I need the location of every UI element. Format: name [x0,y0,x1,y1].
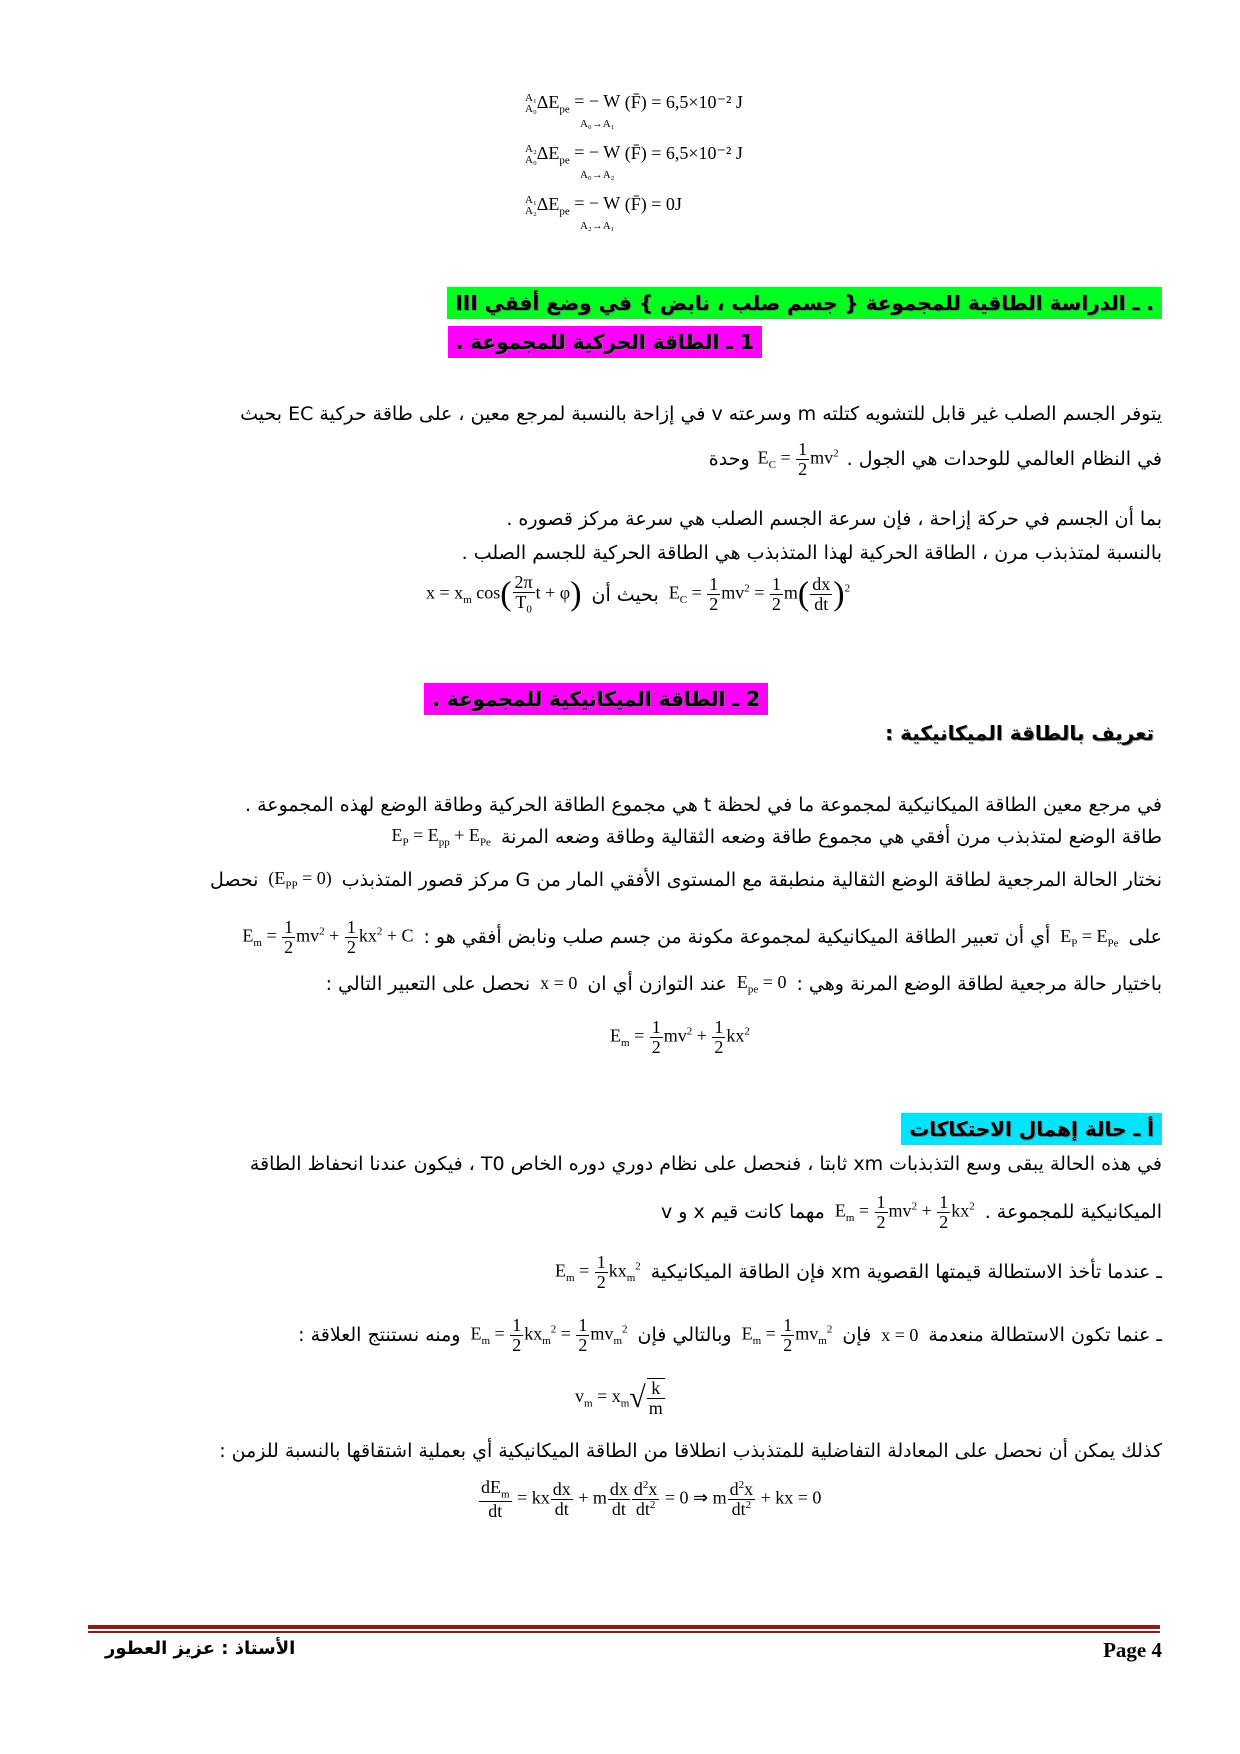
following-expression-text: نحصل على التعبير التالي : [325,972,531,995]
paragraph-elastic-oscillator: بالنسبة لمتذبذب مرن ، الطاقة الحركية لهذا المتذبذب هي الطاقة الحركية للجسم الصلب . [461,542,1162,564]
mechanical-expression-line [242,918,1162,957]
formula-x-zero-2: x = 0 [881,1324,919,1345]
therefore-text: وبالتالي فإن [637,1324,732,1347]
equation-work-a0-a1: A₁ $A_0\Delta E_{pe}$ = − W A₀→A₁ (F̄) = 6,5×10⁻² J [525,91,743,130]
equilibrium-text: عند التوازن أي ان [587,972,727,995]
subsection-1-title: 1 ـ الطاقة الحركية للمجموعة . [448,326,762,358]
formula-em-with-c: $E_m$ = $\frac{1}{2}$ $mv^2$ + $\frac{1}{2}$ $kx^2 + C$ [242,917,414,957]
mechanical-of-system-text: الميكانيكية للمجموعة . [984,1201,1162,1224]
whatever-values-text: مهما كانت قيم x و v [660,1201,825,1224]
reference-state-end: نحصل [209,868,259,891]
then-text: فإن [842,1324,872,1347]
formula-ec: $E_C$ = $\frac{1}{2}$ $mv^2$ [757,439,839,479]
footer-rule-thick [88,1625,1160,1629]
formula-em-equality: $E_m$ = $\frac{1}{2}$ $kx_m^2$ = $\frac{1}{2}$ $mv_m^2$ [470,1315,628,1355]
section-3-title: III ـ الدراسة الطاقية للمجموعة { جسم صلب ، نابض } في وضع أفقي . [447,287,1162,319]
formula-vm: $v_m = x_m√$ $\frac{k}{m}$ [575,1378,663,1418]
max-elongation-line [555,1253,1162,1292]
elastic-reference-line [326,972,1162,996]
formula-epe-zero: $E_{pe} = 0$ [736,972,787,996]
definition-title: تعريف بالطاقة الميكانيكية : [885,721,1154,745]
paragraph-kinetic-def: يتوفر الجسم الصلب غير قابل للتشويه كتلته m وسرعته v في إزاحة بالنسبة لمرجع معين ، على طاقة حركية EC بحيث [240,403,1162,425]
formula-ep-epe: $E_P = E_{Pe}$ [1060,925,1119,950]
reference-state-text: نختار الحالة المرجعية لطاقة الوضع الثقالية منطبقة مع المستوى الأفقي المار من G مركز قصور المتذبذب [341,868,1162,891]
equation-work-a0-a2: A₂ $A_0\Delta E_{pe}$ = − W A₀→A₂ (F̄) = 6,5×10⁻² J [525,142,743,181]
paragraph-differential: كذلك يمكن أن نحصل على المعادلة التفاضلية للمتذبذب انطلاقا من الطاقة الميكانيكية أي بعملية اشتقاقها بالنسبة للزمن : [219,1440,1162,1462]
paragraph-translation: بما أن الجسم في حركة إزاحة ، فإن سرعة الجسم الصلب هي سرعة مركز قصوره . [506,508,1162,530]
definition-mechanical: في مرجع معين الطاقة الميكانيكية لمجموعة ما في لحظة t هي مجموع الطاقة الحركية وطاقة الوضع لهذه المجموعة . [244,794,1162,816]
paragraph-kinetic-unit [77,440,1162,479]
mechanical-expression-text: أي أن تعبير الطاقة الميكانيكية لمجموعة مكونة من جسم صلب ونابض أفقي هو : [423,926,1051,949]
energy-conservation-line [661,1193,1162,1232]
footer-rule-thin [88,1631,1160,1633]
formula-differential-equation: $\frac{dE_m}{dt}$ = kx $\frac{dx}{dt}$ + m $\frac{dx}{dt}$ $\frac{d^2x}{dt^2}$ = 0 ⇒ m $\frac{d^2x}{dt^2}$ + kx = 0 [481,1477,822,1522]
formula-epp-zero: $(E_{PP} = 0)$ [268,868,332,892]
kinetic-formula-line [426,573,850,616]
deduce-relation-text: ومنه نستنتج العلاقة : [298,1324,461,1347]
potential-energy-line [392,825,1163,849]
max-elongation-text: ـ عندما تأخذ الاستطالة قيمتها القصوية xm فإن الطاقة الميكانيكية [650,1261,1162,1284]
formula-x-cos: $x = x_m$ cos( $\frac{2\pi}{T_0}$ t + φ) [426,572,582,616]
zero-elongation-text: ـ عنما تكون الاستطالة منعدمة [928,1324,1162,1347]
unit-joule-text: في النظام العالمي للوحدات هي الجول . [846,448,1162,471]
paragraph-no-friction: في هذه الحالة يبقى وسع التذبذبات xm ثابتا ، فنحصل على نظام دوري دوره الخاص T0 ، فيكون عندنا انحفاظ الطاقة [249,1153,1162,1175]
formula-em-mvm: $E_m$ = $\frac{1}{2}$ $mv_m^2$ [741,1315,833,1355]
bihayth-an: بحيث أن [591,583,659,606]
elastic-reference-text: باختيار حالة مرجعية لطاقة الوضع المرنة وهي : [796,972,1162,995]
formula-ec-derivative: $E_C$ = $\frac{1}{2}$ $mv^2$ = $\frac{1}{2}$ m( $\frac{dx}{dt}$ )$^2$ [668,574,851,615]
formula-em-kxm: $E_m$ = $\frac{1}{2}$ $kx_m^2$ [555,1252,641,1292]
unit-word: وحدة [708,448,750,471]
ala-word: على [1128,926,1162,949]
subsection-a-title: أ ـ حالة إهمال الاحتكاكات [901,1113,1162,1145]
zero-elongation-line [298,1316,1162,1355]
potential-energy-text: طاقة الوضع لمتذبذب مرن أفقي هي مجموع طاقة وضعه الثقالية وطاقة وضعه المرنة [500,825,1162,848]
formula-ep: $E_P = E_{pp} + E_{Pe}$ [391,825,491,849]
reference-state-line [210,868,1162,892]
formula-x-zero: x = 0 [540,973,578,994]
author: الأستاذ : عزيز العطور [105,1638,296,1659]
formula-em-conserved: $E_m$ = $\frac{1}{2}$ $mv^2$ + $\frac{1}{2}$ $kx^2$ [834,1192,975,1232]
page-number: Page 4 [1103,1638,1162,1662]
subsection-2-title: 2 ـ الطاقة الميكانيكية للمجموعة . [424,683,768,715]
equation-work-a2-a1: A₁ $A_2\Delta E_{pe}$ = − W A₂→A₁ (F̄) = 0J [525,193,682,232]
formula-em: $E_m$ = $\frac{1}{2}$ $mv^2$ + $\frac{1}{2}$ $kx^2$ [610,1017,750,1057]
